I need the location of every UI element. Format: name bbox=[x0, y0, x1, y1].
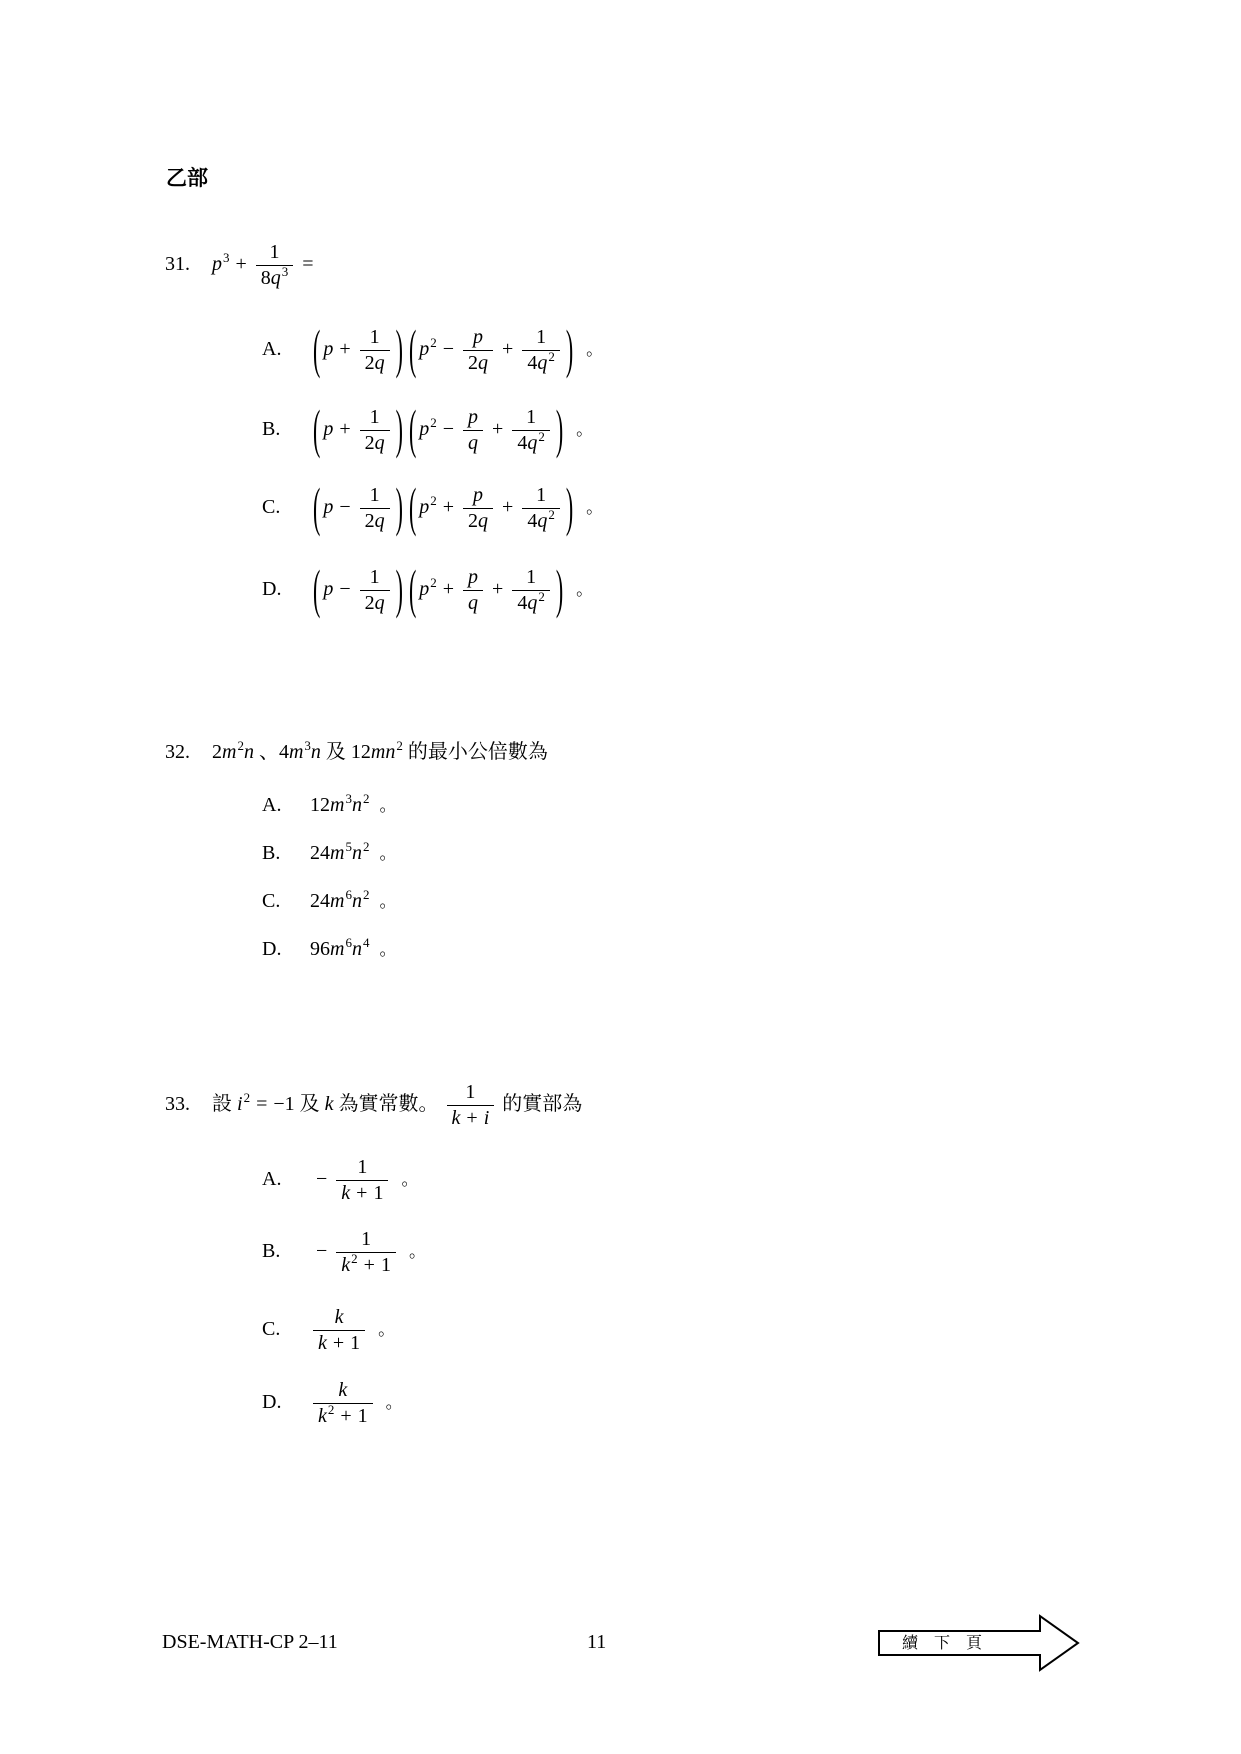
question-number: 33. bbox=[165, 1093, 190, 1116]
option-row bbox=[262, 317, 604, 379]
option-row bbox=[262, 1307, 395, 1354]
option-row bbox=[262, 1229, 426, 1276]
option-label: C. bbox=[262, 496, 281, 519]
option-formula: $12m^3n^2$ 。 bbox=[310, 791, 397, 816]
next-page-label: 續 下 頁 bbox=[902, 1635, 983, 1652]
option-row bbox=[262, 475, 604, 537]
option-formula: $24m^6n^2$ 。 bbox=[310, 887, 397, 912]
option-label: A. bbox=[262, 794, 282, 816]
option-formula: $\frac{k}{k + 1}$ 。 bbox=[310, 1318, 395, 1340]
option-row bbox=[262, 1380, 403, 1427]
option-formula: $24m^5n^2$ 。 bbox=[310, 839, 397, 864]
option-formula: ( p − $\frac{1}{2q}$ ) ( $p^2$ + $\frac{p}{2q}$ + $\frac{1}{4q^2}$ ) 。 bbox=[313, 475, 604, 537]
option-formula: − $\frac{1}{k^2 + 1}$ 。 bbox=[316, 1228, 426, 1276]
option-label: C. bbox=[262, 1318, 281, 1341]
section-heading: 乙部 bbox=[166, 166, 208, 190]
next-page-arrow bbox=[878, 1613, 1080, 1673]
option-label: D. bbox=[262, 938, 282, 960]
option-label: C. bbox=[262, 890, 281, 912]
option-formula: ( p − $\frac{1}{2q}$ ) ( $p^2$ + $\frac{p}{q}$ + $\frac{1}{4q^2}$ ) 。 bbox=[313, 557, 594, 619]
question-row bbox=[165, 1082, 582, 1129]
footer-code: DSE-MATH-CP 2–11 bbox=[162, 1631, 338, 1653]
option-row bbox=[262, 935, 397, 960]
option-row bbox=[262, 887, 397, 912]
option-row bbox=[262, 557, 594, 619]
option-label: D. bbox=[262, 578, 282, 601]
option-label: B. bbox=[262, 418, 281, 441]
option-row bbox=[262, 397, 594, 459]
option-row bbox=[262, 791, 397, 816]
question-row bbox=[165, 738, 548, 763]
option-row bbox=[262, 1157, 418, 1204]
option-label: B. bbox=[262, 842, 281, 864]
question-stem: $2m^2n$ 、$4m^3n$ 及 $12mn^2$ 的最小公倍數為 bbox=[212, 738, 548, 763]
question-number: 31. bbox=[165, 253, 190, 276]
option-row bbox=[262, 839, 397, 864]
page-number: 11 bbox=[587, 1631, 607, 1653]
question-row bbox=[165, 242, 320, 289]
option-label: B. bbox=[262, 1240, 281, 1263]
option-formula: ( p + $\frac{1}{2q}$ ) ( $p^2$ − $\frac{p}{q}$ + $\frac{1}{4q^2}$ ) 。 bbox=[313, 397, 594, 459]
option-label: A. bbox=[262, 1168, 282, 1191]
option-formula: ( p + $\frac{1}{2q}$ ) ( $p^2$ − $\frac{p}{2q}$ + $\frac{1}{4q^2}$ ) 。 bbox=[313, 317, 604, 379]
option-formula: $\frac{k}{k^2 + 1}$ 。 bbox=[310, 1391, 403, 1413]
option-formula: $96m^6n^4$ 。 bbox=[310, 935, 397, 960]
option-formula: − $\frac{1}{k + 1}$ 。 bbox=[316, 1156, 419, 1204]
question-stem: $p^3$ + $\frac{1}{8q^3}$ = bbox=[212, 241, 314, 289]
question-stem: 設 $i^2 = -1$ 及 k 為實常數。 $\frac{1}{k + i}$ 的實部為 bbox=[212, 1081, 583, 1129]
option-label: A. bbox=[262, 338, 282, 361]
option-label: D. bbox=[262, 1391, 282, 1414]
question-number: 32. bbox=[165, 741, 190, 763]
